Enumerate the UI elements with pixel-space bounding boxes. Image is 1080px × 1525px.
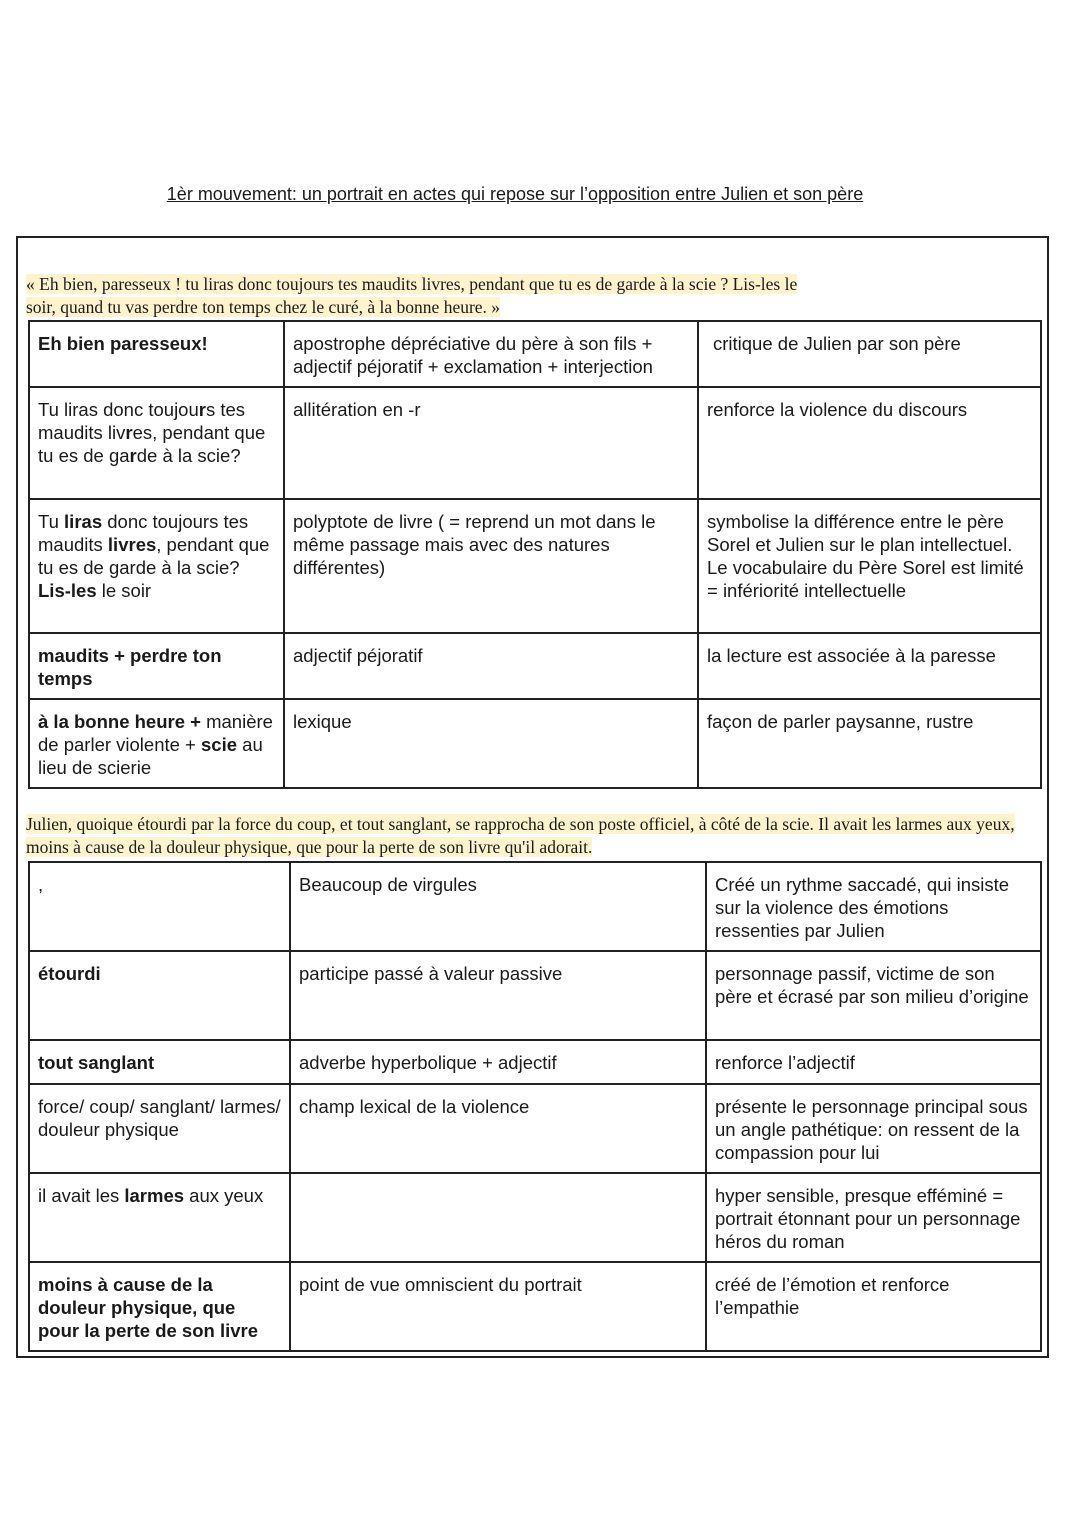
cell-quote: Tu liras donc toujours tes maudits livres, pendant que tu es de garde à la scie? [29,387,284,499]
cell-device: allitération en -r [284,387,698,499]
analysis-table-father [28,320,1042,789]
table-row [29,499,1041,633]
cell-quote-text: tout sanglant [38,1052,155,1073]
cell-quote: , [29,862,290,951]
cell-effect: renforce la violence du discours [698,387,1041,499]
cell-device: polyptote de livre ( = reprend un mot dans le même passage mais avec des natures différentes) [284,499,698,633]
table-row [29,1173,1041,1262]
cell-effect: Créé un rythme saccadé, qui insiste sur la violence des émotions ressenties par Julien [706,862,1041,951]
table-row [29,862,1041,951]
cell-quote: Tu liras donc toujours tes maudits livres, pendant que tu es de garde à la scie? Lis-les le soir [29,499,284,633]
quote-julien [26,813,1036,859]
cell-effect: symbolise la différence entre le père Sorel et Julien sur le plan intellectuel. Le vocabulaire du Père Sorel est limité = infériorité intellectuelle [698,499,1041,633]
cell-quote: force/ coup/ sanglant/ larmes/ douleur physique [29,1084,290,1173]
cell-effect: la lecture est associée à la paresse [698,633,1041,699]
cell-quote-text: maudits + perdre ton temps [38,645,222,689]
analysis-table-julien [28,861,1042,1352]
page-title: 1èr mouvement: un portrait en actes qui repose sur l’opposition entre Julien et son père [166,184,864,204]
cell-effect: créé de l’émotion et renforce l’empathie [706,1262,1041,1351]
cell-effect: présente le personnage principal sous un angle pathétique: on ressent de la compassion pour lui [706,1084,1041,1173]
table-row [29,1262,1041,1351]
cell-quote-text: étourdi [38,963,101,984]
table-row [29,1040,1041,1084]
cell-quote-text: moins à cause de la douleur physique, que pour la perte de son livre [38,1274,259,1341]
cell-quote: il avait les larmes aux yeux [29,1173,290,1262]
table-row [29,951,1041,1040]
cell-device: point de vue omniscient du portrait [290,1262,706,1351]
cell-quote [29,321,284,387]
table-row [29,1084,1041,1173]
cell-quote [29,951,290,1040]
cell-quote-text: Eh bien paresseux! [38,333,208,354]
table-row [29,699,1041,788]
table-row [29,633,1041,699]
cell-device: adverbe hyperbolique + adjectif [290,1040,706,1084]
quote-father [26,273,816,319]
quote-julien-text: Julien, quoique étourdi par la force du coup, et tout sanglant, se rapprocha de son poste officiel, à côté de la scie. Il avait les larmes aux yeux, moins à cause de la douleur physique, que pour la perte de son livre qu'il adorait. [26,814,1015,857]
cell-device [290,1173,706,1262]
cell-device: Beaucoup de virgules [290,862,706,951]
cell-quote [29,633,284,699]
cell-quote [29,1262,290,1351]
cell-quote [29,1040,290,1084]
cell-device: champ lexical de la violence [290,1084,706,1173]
table-row [29,387,1041,499]
cell-effect: critique de Julien par son père [698,321,1041,387]
cell-effect: personnage passif, victime de son père et écrasé par son milieu d’origine [706,951,1041,1040]
quote-father-text: « Eh bien, paresseux ! tu liras donc toujours tes maudits livres, pendant que tu es de garde à la scie ? Lis-les le soir, quand tu vas perdre ton temps chez le curé, à la bonne heure. » [26,274,798,317]
cell-effect: renforce l’adjectif [706,1040,1041,1084]
cell-device: lexique [284,699,698,788]
table-row [29,321,1041,387]
cell-quote: à la bonne heure + manière de parler violente + scie au lieu de scierie [29,699,284,788]
cell-device: participe passé à valeur passive [290,951,706,1040]
cell-device: apostrophe dépréciative du père à son fils + adjectif péjoratif + exclamation + interjection [284,321,698,387]
cell-effect: hyper sensible, presque efféminé = portrait étonnant pour un personnage héros du roman [706,1173,1041,1262]
cell-device: adjectif péjoratif [284,633,698,699]
cell-effect: façon de parler paysanne, rustre [698,699,1041,788]
